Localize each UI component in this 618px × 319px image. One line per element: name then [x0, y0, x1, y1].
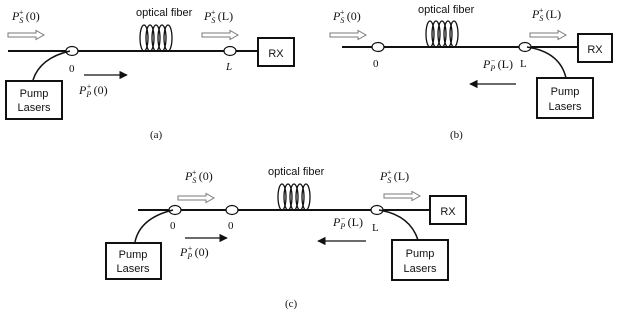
- signal-power-label: $P_S+ (0)$: [185, 168, 213, 185]
- pump-backward-label: $P_P- (L)$: [333, 214, 363, 231]
- signal-output-label: $P_S+ (L)$: [532, 6, 562, 23]
- position-l-label: L: [520, 58, 527, 70]
- panel-a: [6, 7, 294, 141]
- signal-arrow: [8, 31, 44, 40]
- position-zero-label-2: 0: [228, 220, 234, 232]
- fiber-coil: [426, 21, 458, 47]
- fiber-coil: [278, 184, 310, 210]
- pump-power-label: $P_P+ (0)$: [79, 82, 108, 99]
- panel-b: [330, 4, 612, 141]
- pump-lasers-line1: Pump: [118, 249, 148, 261]
- pump-lasers-line2: Lasers: [17, 102, 51, 114]
- signal-output-arrow: [384, 192, 420, 201]
- rx-label: RX: [268, 48, 284, 60]
- coupler: [226, 206, 238, 215]
- position-zero-label: 0: [170, 220, 176, 232]
- caption-c: (c): [285, 298, 298, 310]
- pump-feed-line: [33, 51, 70, 80]
- pump-lasers-line2: Lasers: [403, 263, 437, 275]
- signal-arrow: [330, 31, 366, 40]
- signal-output-label: $P_S+ (L)$: [204, 8, 234, 25]
- coupler: [224, 47, 236, 56]
- pump-feed-line: [135, 210, 173, 242]
- caption-b: (b): [450, 129, 463, 141]
- position-zero-label: 0: [373, 58, 379, 70]
- signal-power-label: $P_S+ (0)$: [333, 8, 361, 25]
- signal-output-arrow: [530, 31, 566, 40]
- caption-a: (a): [150, 129, 163, 141]
- signal-output-label: $P_S+ (L)$: [380, 168, 410, 185]
- signal-output-arrow: [202, 31, 238, 40]
- pump-lasers-line2: Lasers: [116, 263, 150, 275]
- pump-lasers-line1: Pump: [405, 248, 435, 260]
- position-l-label: L: [372, 222, 379, 234]
- pump-power-label: $P_P- (L)$: [483, 56, 513, 73]
- pump-feed-line: [379, 210, 418, 240]
- optical-fiber-label: optical fiber: [418, 4, 475, 16]
- optical-fiber-label: optical fiber: [136, 7, 193, 19]
- rx-label: RX: [440, 206, 456, 218]
- pump-feed-line: [527, 47, 566, 78]
- coupler: [372, 43, 384, 52]
- panel-c: [106, 166, 466, 310]
- position-l-label: L: [226, 61, 233, 73]
- optical-fiber-label: optical fiber: [268, 166, 325, 178]
- pump-lasers-line2: Lasers: [548, 101, 582, 113]
- pump-lasers-line1: Pump: [19, 88, 49, 100]
- fiber-coil: [140, 25, 172, 51]
- signal-arrow: [178, 194, 214, 203]
- rx-label: RX: [587, 44, 603, 56]
- position-zero-label: 0: [69, 63, 75, 75]
- pump-power-label: $P_P+ (0)$: [180, 244, 209, 261]
- signal-power-label: $P_S+ (0)$: [12, 8, 40, 25]
- pump-lasers-line1: Pump: [550, 86, 580, 98]
